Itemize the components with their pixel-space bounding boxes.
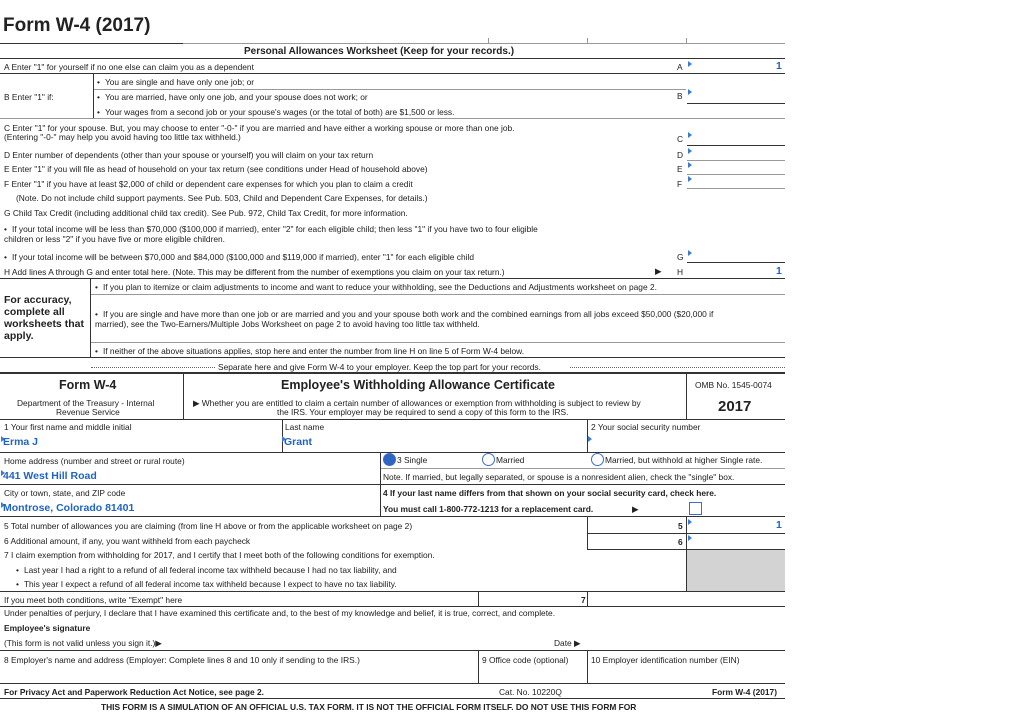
line4-text: 4 If your last name differs from that shown on your social security card, check here. [383,488,717,498]
header-tick [488,38,489,44]
line-e-field-rule [687,174,785,175]
rule [0,58,785,59]
line-b-divider [93,74,94,118]
line-c-text: C Enter "1" for your spouse. But, you may choose to enter "-0-" if you are married and have either a working spouse or more than one job. [4,123,515,133]
separator-text: Separate here and give Form W-4 to your employer. Keep the top part for your records. [218,362,541,372]
field-arrow-icon [688,250,692,256]
address-label: Home address (number and street or rural route) [4,456,185,466]
accuracy-bullet-1: • If you plan to itemize or claim adjustments to income and want to reduce your withholding, see the Deductions and Adjustments worksheet on page 2. [95,282,657,292]
footer-disclaimer: THIS FORM IS A SIMULATION OF AN OFFICIAL U.S. TAX FORM. IT IS NOT THE OFFICIAL FORM ITSELF. DO NOT USE THIS FORM FOR [101,702,637,712]
line6-number: 6 [678,537,683,547]
line5-box-divider [587,517,588,533]
field-arrow-icon [688,61,692,67]
rule [0,698,785,699]
field-arrow-icon [688,519,692,525]
header-tick [686,38,687,44]
footer-cat-no: Cat. No. 10220Q [499,687,562,697]
line7-bullet-2: • This year I expect a refund of all federal income tax withheld because I expect to have no tax liability. [16,579,397,589]
title-rule [0,43,183,44]
cert-notice-1: ▶ Whether you are entitled to claim a certain number of allowances or exemption from withholding is subject to review by [193,398,641,408]
line-b-bullet-2: • You are married, have only one job, and your spouse does not work; or [97,92,368,102]
line-c-label: C [677,134,684,144]
signature-label: Employee's signature [4,623,91,633]
first-name-label: 1 Your first name and middle initial [4,422,132,432]
line4-arrow-icon: ▶ [632,504,639,514]
line-c-note: (Entering "-0-" may help you avoid having too little tax withheld.) [4,132,241,142]
field-arrow-icon [688,176,692,182]
line-e-text: E Enter "1" if you will file as head of household on your tax return (see conditions under Head of household above) [4,164,428,174]
accuracy-bullet-2-cont: married), see the Two-Earners/Multiple Jobs Worksheet on page 2 to avoid having too little tax withheld. [95,319,480,329]
cert-year: 2017 [718,398,752,415]
rule [0,419,785,420]
rule [0,606,785,607]
rule [0,278,785,279]
date-field[interactable] [590,634,780,648]
name-differs-checkbox[interactable] [689,502,702,515]
accuracy-divider [90,279,91,357]
line7-text: 7 I claim exemption from withholding for 2017, and I certify that I meet both of the following conditions for exemption. [4,550,435,560]
line7-number: 7 [581,595,586,605]
signature-field[interactable] [180,634,540,648]
line-b-label: B Enter "1" if: [4,92,54,102]
rule [587,533,785,534]
line-e-label: E [677,164,683,174]
line-h-arrow-icon: ▶ [655,266,662,276]
line-g-bullet-1: • If your total income will be less than $70,000 ($100,000 if married), enter "2" for each eligible child; then less "1" if you have two to four eligible [4,224,538,234]
line-b-bullet-1: • You are single and have only one job; or [97,77,254,87]
field-arrow-icon [688,162,692,168]
exempt-box-divider [587,592,588,606]
line9-text: 9 Office code (optional) [482,655,569,665]
line-h-label: H [677,267,684,277]
cert-notice-2: the IRS. Your employer may be required to send a copy of this form to the IRS. [277,407,569,417]
line-g-field-rule [687,262,785,263]
line-g-label: G [677,252,684,262]
exempt-label: If you meet both conditions, write "Exempt" here [4,595,183,605]
line5-allowances-field[interactable]: 1 [776,519,782,531]
line10-divider [587,651,588,683]
rule [0,683,785,684]
header-tick [587,38,588,44]
date-label: Date ▶ [554,638,581,648]
line9-divider [478,651,479,683]
omb-number: OMB No. 1545-0074 [695,380,772,390]
rule [0,118,785,119]
line4-call-text: You must call 1-800-772-1213 for a replacement card. [383,504,594,514]
cert-dept-1: Department of the Treasury - Internal [17,398,155,408]
rule [0,372,785,374]
single-label: 3 Single [397,455,428,465]
form-title: Form W-4 (2017) [3,15,151,36]
line-g-bullet-2: • If your total income will be between $70,000 and $84,000 ($100,000 and $119,000 if married), enter "1" for each eligible child [4,252,474,262]
footer-form: Form W-4 (2017) [712,687,777,697]
married-radio[interactable] [482,453,495,466]
field-arrow-icon [688,89,692,95]
married-higher-rate-label: Married, but withhold at higher Single rate. [605,455,763,465]
cert-dept-2: Revenue Service [56,407,120,417]
line-a-text: A Enter "1" for yourself if no one else can claim you as a dependent [4,62,254,72]
field-arrow-icon [688,148,692,154]
line-g-bullet-1-cont: children or less "2" if you have five or more eligible children. [4,234,226,244]
line8-text: 8 Employer's name and address (Employer: Complete lines 8 and 10 only if sending to the IRS.) [4,655,360,665]
line-a-value[interactable]: 1 [776,60,782,72]
line-a-label: A [677,62,683,72]
line5-number: 5 [678,521,683,531]
line6-box-divider [587,533,588,549]
rule [0,516,785,517]
cert-title: Employee's Withholding Allowance Certificate [281,378,555,392]
accuracy-bullet-2: • If you are single and have more than one job or are married and you and your spouse both work and the combined earnings from all jobs exceed $50,000 ($20,000 if [95,309,713,319]
exempt-box-divider [478,592,479,606]
rule [0,357,785,358]
line-f-note: (Note. Do not include child support payments. See Pub. 503, Child and Dependent Care Expenses, for details.) [16,193,428,203]
exempt-field[interactable] [590,595,780,605]
cert-divider [686,373,687,419]
line-d-label: D [677,150,684,160]
perjury-statement: Under penalties of perjury, I declare that I have examined this certificate and, to the best of my knowledge and belief, it is true, correct, and complete. [4,608,556,618]
line-b-label-right: B [677,91,683,101]
last-name-field[interactable]: Grant [284,436,313,448]
dotted-separator [570,367,785,368]
line-g-text: G Child Tax Credit (including additional child tax credit). See Pub. 972, Child Tax Credit, for more information. [4,208,408,218]
line-f-label: F [677,179,683,189]
line-h-text: H Add lines A through G and enter total here. (Note. This may be different from the number of exemptions you claim on your tax return.) [4,267,505,277]
married-higher-rate-radio[interactable] [591,453,604,466]
rule [0,650,785,651]
worksheet-title: Personal Allowances Worksheet (Keep for your records.) [244,46,515,57]
line-c-field-rule [687,145,785,146]
dotted-separator [91,367,215,368]
rule [91,342,785,343]
signature-note: (This form is not valid unless you sign it.)▶ [4,638,162,648]
footer-privacy: For Privacy Act and Paperwork Reduction Act Notice, see page 2. [4,687,265,697]
field-arrow-icon [588,436,592,442]
line10-text: 10 Employer identification number (EIN) [591,655,740,665]
line-f-text: F Enter "1" if you have at least $2,000 of child or dependent care expenses for which you plan to claim a credit [4,179,413,189]
rule [91,294,785,295]
line5-text: 5 Total number of allowances you are claiming (from line H above or from the applicable worksheet on page 2) [4,521,413,531]
header-rule [183,43,785,44]
line-f-field-rule [687,188,785,189]
rule [94,89,686,90]
shaded-block [687,550,785,591]
line-h-value[interactable]: 1 [776,265,782,277]
last-name-label: Last name [285,422,325,432]
cert-divider [183,373,184,419]
accuracy-bullet-3: • If neither of the above situations applies, stop here and enter the number from line H on line 5 of Form W-4 below. [95,346,524,356]
city-field[interactable]: Montrose, Colorado 81401 [3,502,135,514]
line-b-bullet-3: • Your wages from a second job or your spouse's wages (or the total of both) are $1,500 or less. [97,107,454,117]
rule [0,484,785,485]
rule [0,591,785,592]
rule [381,468,785,469]
cert-form-name: Form W-4 [59,378,117,392]
field-arrow-icon [688,132,692,138]
status-note: Note. If married, but legally separated, or spouse is a nonresident alien, check the "single" box. [383,472,735,482]
address-field[interactable]: 441 West Hill Road [3,470,97,482]
address-divider [380,453,381,517]
accuracy-title: For accuracy, complete all worksheets that apply. [4,294,84,342]
first-name-field[interactable]: Erma J [3,436,39,448]
line7-bullet-1: • Last year I had a right to a refund of all federal income tax withheld because I had no tax liability, and [16,565,397,575]
married-label: Married [496,455,525,465]
line-d-text: D Enter number of dependents (other than your spouse or yourself) you will claim on your tax return [4,150,374,160]
city-label: City or town, state, and ZIP code [4,488,126,498]
single-radio[interactable] [383,453,396,466]
line6-text: 6 Additional amount, if any, you want withheld from each paycheck [4,536,251,546]
rule [0,73,785,74]
line-d-field-rule [687,160,785,161]
line-b-field-rule [687,103,785,104]
field-arrow-icon [688,535,692,541]
ssn-label: 2 Your social security number [591,422,701,432]
